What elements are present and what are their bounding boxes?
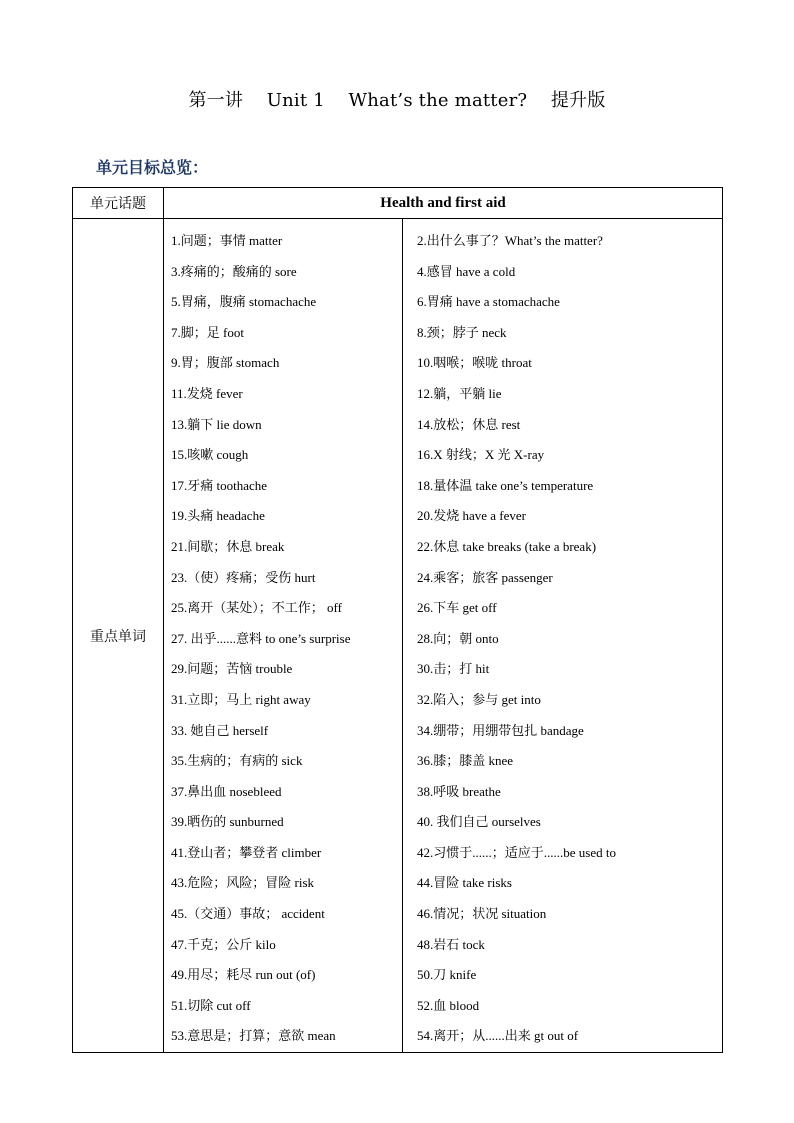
vocab-item: 21.间歇；休息 break (171, 538, 285, 554)
vocab-item: 19.头痛 headache (171, 508, 265, 524)
vocab-item: 16.X 射线；X 光 X-ray (417, 447, 545, 463)
vocab-item: 23.（使）疼痛；受伤 hurt (171, 569, 316, 585)
vocab-item: 48.岩石 tock (417, 936, 485, 952)
vocab-item: 43.危险；风险；冒险 risk (171, 875, 315, 891)
vocab-item: 49.用尽；耗尽 run out (of) (171, 967, 316, 983)
vocab-item: 26.下车 get off (417, 600, 497, 616)
vocab-item: 12.躺，平躺 lie (417, 385, 502, 401)
vocab-item: 51.切除 cut off (171, 997, 251, 1013)
vocab-item: 14.放松；休息 rest (417, 416, 521, 432)
vocab-item: 41.登山者；攀登者 climber (171, 844, 322, 860)
vocab-item: 38.呼吸 breathe (417, 783, 501, 799)
vocab-item: 5.胃痛，腹痛 stomachache (171, 294, 317, 310)
vocab-item: 15.咳嗽 cough (171, 447, 249, 463)
vocab-item: 52.血 blood (417, 997, 480, 1013)
vocab-item: 9.胃；腹部 stomach (171, 355, 280, 371)
vocab-item: 44.冒险 take risks (417, 875, 512, 891)
vocab-item: 3.疼痛的；酸痛的 sore (171, 263, 297, 279)
vocab-item: 45.（交通）事故； accident (171, 906, 325, 922)
unit-overview-table (72, 187, 723, 1053)
vocab-item: 54.离开；从......出来 gt out of (417, 1028, 579, 1044)
vocab-item: 13.躺下 lie down (171, 416, 262, 432)
topic-row (73, 188, 723, 219)
vocab-item: 25.离开（某处）；不工作； off (171, 600, 342, 616)
vocabulary-right-column (403, 219, 723, 1053)
page-title: 第一讲 Unit 1 What’s the matter? 提升版 (188, 90, 606, 111)
section-heading: 单元目标总览： (96, 158, 209, 177)
vocab-item: 36.膝；膝盖 knee (417, 753, 514, 769)
vocab-item: 37.鼻出血 nosebleed (171, 783, 282, 799)
vocab-item: 34.绷带；用绷带包扎 bandage (417, 722, 584, 738)
vocab-item: 8.颈；脖子 neck (417, 324, 507, 340)
vocabulary-row (73, 219, 723, 1053)
vocab-item: 50.刀 knife (417, 967, 477, 983)
vocab-item: 2.出什么事了？What’s the matter? (417, 233, 603, 248)
vocab-item: 29.问题；苦恼 trouble (171, 661, 293, 677)
vocab-item: 53.意思是；打算；意欲 mean (171, 1028, 336, 1044)
vocab-item: 7.脚；足 foot (171, 324, 244, 340)
vocab-item: 32.陷入；参与 get into (417, 691, 541, 707)
vocab-item: 6.胃痛 have a stomachache (417, 294, 560, 310)
vocab-item: 28.向；朝 onto (417, 630, 499, 646)
vocab-item: 40. 我们自己 ourselves (417, 814, 541, 830)
vocab-item: 1.问题；事情 matter (171, 233, 283, 248)
vocab-item: 42.习惯于......；适应于......be used to (417, 844, 616, 860)
vocab-item: 11.发烧 fever (171, 385, 243, 401)
vocab-item: 31.立即；马上 right away (171, 691, 311, 707)
vocab-item: 35.生病的；有病的 sick (171, 753, 303, 769)
vocab-item: 22.休息 take breaks (take a break) (417, 538, 597, 554)
vocab-item: 33. 她自己 herself (171, 722, 269, 738)
vocab-item: 20.发烧 have a fever (417, 508, 527, 524)
vocab-item: 10.咽喉；喉咙 throat (417, 355, 532, 371)
vocab-item: 47.千克；公斤 kilo (171, 936, 276, 952)
vocab-item: 4.感冒 have a cold (417, 263, 516, 279)
vocab-item: 30.击；打 hit (417, 661, 490, 677)
vocab-item: 27. 出乎......意料 to one’s surprise (171, 630, 351, 646)
vocab-item: 39.晒伤的 sunburned (171, 814, 284, 830)
vocabulary-left-column (164, 219, 403, 1053)
topic-header-label: 单元话题 (73, 188, 164, 219)
vocab-item: 46.情况；状况 situation (417, 906, 547, 922)
vocabulary-label: 重点单词 (73, 219, 164, 1053)
vocab-item: 18.量体温 take one’s temperature (417, 477, 594, 493)
vocab-item: 17.牙痛 toothache (171, 477, 268, 493)
vocab-item: 24.乘客；旅客 passenger (417, 569, 553, 585)
topic-value: Health and first aid (164, 188, 723, 219)
